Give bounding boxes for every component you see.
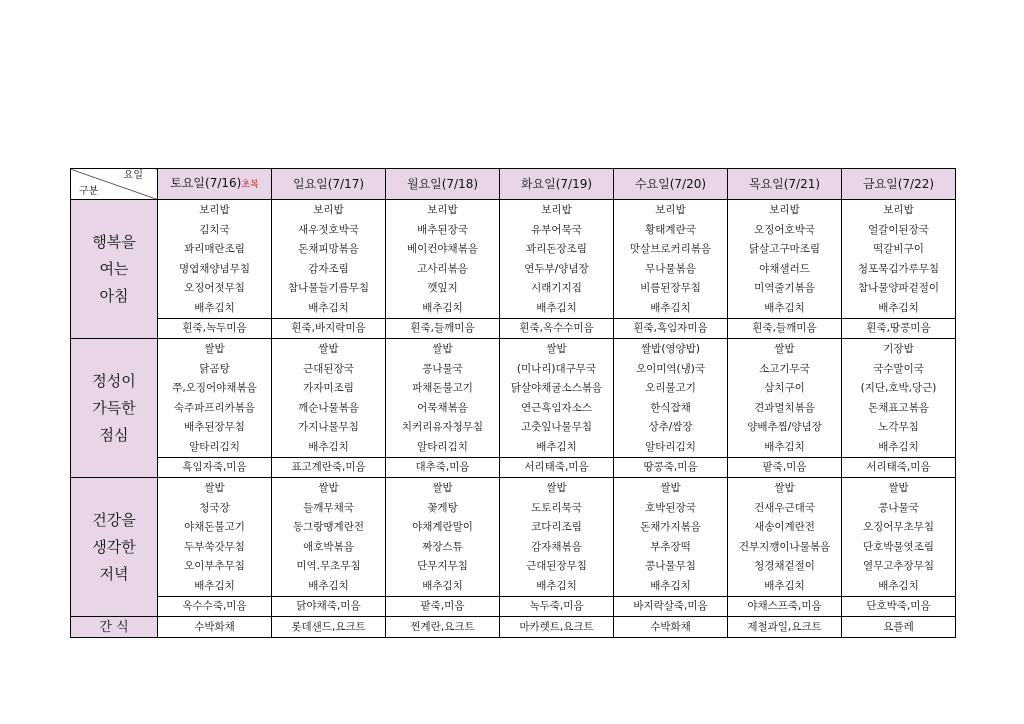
menu-item: 닭살야채굴소스볶음 [510,382,603,394]
porridge-cell: 녹두죽,미음 [500,597,614,617]
menu-item: 배추김치 [650,579,691,592]
menu-item: 콩나물무침 [645,560,696,572]
menu-item: 쌀밥 [318,343,339,355]
menu-item: 상추/쌈장 [648,421,693,433]
menu-item: 근대된장무침 [526,560,587,572]
snack-cell: 제철과일,요크트 [728,617,842,638]
meal-label-line: 가득한 [92,398,136,417]
menu-item: 보리밥 [883,204,914,216]
menu-item: 야채돈불고기 [184,521,245,533]
menu-item: 쌀밥 [204,482,225,494]
menu-item: 동그랑땡계란전 [292,521,364,533]
day-header [728,169,842,200]
porridge-cell: 흰죽,바지락미음 [272,319,386,339]
day-header [842,169,956,200]
menu-item: 배추김치 [308,579,349,592]
menu-item: 배추김치 [764,440,805,453]
menu-item: 시래기지짐 [531,282,582,294]
menu-cell [614,478,728,597]
meal-items-row [71,339,956,458]
menu-cell [500,478,614,597]
menu-item: 보리밥 [541,204,572,216]
menu-item: 호박된장국 [645,501,696,514]
porridge-cell: 팥죽,미음 [728,458,842,478]
menu-item: 애호박볶음 [303,540,354,553]
meal-label-line: 여는 [99,259,129,278]
snack-cell: 마카렛트,요크트 [500,617,614,638]
menu-item: 근대된장국 [303,362,354,375]
meal-label-line: 저녁 [99,564,129,583]
menu-item: 쌀밥 [204,343,225,355]
menu-item: 콩나물국 [878,501,919,514]
menu-item: 배추김치 [878,440,919,453]
menu-item: 알타리김치 [645,440,696,453]
porridge-cell: 서리태죽,미음 [500,458,614,478]
menu-body [71,200,956,638]
menu-item: 쌀밥 [888,482,909,494]
menu-item: 오징어젓무침 [184,282,245,294]
meal-label [71,339,158,478]
snack-cell: 찐계란,요크트 [386,617,500,638]
menu-cell [386,478,500,597]
header-row [71,169,956,200]
day-header [386,169,500,200]
menu-item: 숙주파프리카볶음 [173,401,256,414]
menu-item: 오이부추무침 [184,560,245,572]
menu-item: 쭈,오징어야채볶음 [172,382,257,394]
menu-item: 두부쑥갓무침 [184,540,245,553]
menu-cell [500,200,614,319]
menu-item: 참나물양파겉절이 [857,282,940,294]
menu-item: 짜장스튜 [422,540,463,553]
menu-item: 배추김치 [764,301,805,314]
menu-item: 배추된장국 [417,223,468,236]
menu-item: 닭살고구마조림 [748,243,820,255]
menu-item: 얼갈이된장국 [868,223,929,236]
day-header-label: 수요일(7/20) [634,176,707,191]
meal-label [71,200,158,339]
porridge-cell: 대추죽,미음 [386,458,500,478]
day-header-label: 토요일(7/16) [170,175,242,190]
meal-items-row [71,200,956,319]
menu-item: 쌀밥(영양밥) [641,343,700,355]
porridge-cell: 흰죽,녹두미음 [158,319,272,339]
menu-item: 유부어묵국 [531,223,582,236]
menu-item: 콩나물국 [422,362,463,375]
corner-category-label: 구분 [79,186,99,197]
porridge-cell: 야채스프죽,미음 [728,597,842,617]
menu-item: 가자미조림 [303,382,354,394]
menu-item: 미역줄기볶음 [754,282,815,294]
menu-cell [614,339,728,458]
meal-label-line: 행복을 [92,232,136,251]
day-header [272,169,386,200]
menu-item: 베이컨야채볶음 [406,243,478,255]
menu-item: 무나물볶음 [645,262,696,275]
menu-item: 배추김치 [764,579,805,592]
menu-item: 비름된장무침 [640,282,701,294]
menu-item: 야채계란말이 [412,521,473,533]
menu-item: 배추김치 [194,579,235,592]
menu-item: 배추김치 [878,579,919,592]
menu-item: 미역.무초무침 [296,560,361,572]
menu-item: 보리밥 [427,204,458,216]
porridge-cell: 바지락살죽,미음 [614,597,728,617]
menu-item: 꽃게탕 [427,501,458,514]
menu-cell [728,478,842,597]
menu-item: 청포묵김가루무침 [857,262,940,275]
menu-item: 김치국 [199,223,230,236]
corner-cell [71,169,158,200]
menu-item: 보리밥 [313,204,344,216]
meal-label [71,478,158,617]
porridge-cell: 흑임자죽,미음 [158,458,272,478]
meal-label-line: 건강을 [92,510,136,529]
menu-item: 양배추찜/양념장 [747,421,822,433]
menu-item: 배추김치 [536,301,577,314]
menu-item: 감자채볶음 [531,540,582,553]
menu-item: 새우젓호박국 [298,223,359,236]
meal-label-line: 점심 [99,425,129,444]
menu-item: 배추김치 [194,301,235,314]
day-header-label: 일요일(7/17) [292,176,365,191]
menu-item: 보리밥 [199,204,230,216]
day-header-label: 목요일(7/21) [748,176,821,191]
menu-item: 쌀밥 [546,343,567,355]
menu-item: 배추김치 [650,301,691,314]
menu-item: 돈채가지볶음 [640,521,701,533]
menu-item: (지단,호박,당근) [860,382,937,394]
porridge-cell: 흰죽,흑임자미음 [614,319,728,339]
menu-item: 기장밥 [883,343,914,355]
menu-item: 배추김치 [422,579,463,592]
menu-item: 보리밥 [655,204,686,216]
snack-cell: 수박화채 [158,617,272,638]
menu-item: 깨순나물볶음 [298,401,359,414]
porridge-cell: 팥죽,미음 [386,597,500,617]
menu-item: 고사리볶음 [417,262,468,275]
menu-item: (미나리)대구무국 [516,362,597,375]
snack-cell: 수박화채 [614,617,728,638]
porridge-row [71,597,956,617]
menu-item: 국수말이국 [873,362,924,375]
porridge-cell: 표고계란죽,미음 [272,458,386,478]
menu-cell [158,200,272,319]
menu-item: 배추김치 [308,301,349,314]
snack-cell: 요플레 [842,617,956,638]
menu-item: 알타리김치 [417,440,468,453]
menu-item: 소고기무국 [759,362,810,375]
menu-item: 쌀밥 [432,482,453,494]
menu-item: 배추김치 [536,579,577,592]
menu-item: 고춧잎나물무침 [520,421,592,433]
menu-item: 감자조림 [308,262,349,275]
menu-item: 배추김치 [422,301,463,314]
menu-item: 쌀밥 [660,482,681,494]
menu-item: 떡갈비구이 [873,243,924,255]
day-header [500,169,614,200]
menu-item: 오징어호박국 [754,223,815,236]
menu-item: 꽈리돈장조림 [526,243,587,255]
porridge-cell: 닭야채죽,미음 [272,597,386,617]
porridge-cell: 흰죽,들깨미음 [728,319,842,339]
menu-item: 노각무침 [878,421,919,433]
menu-item: 단무지무침 [417,560,468,572]
menu-item: 야채샐러드 [759,262,810,275]
menu-item: 청국장 [199,501,230,514]
menu-cell [842,200,956,319]
day-header-label: 금요일(7/22) [862,176,935,191]
menu-item: 건새우근대국 [754,501,815,514]
meal-label-line: 아침 [99,286,129,305]
menu-cell [158,339,272,458]
menu-item: 배추김치 [308,440,349,453]
menu-item: 오이미역(냉)국 [635,362,706,375]
menu-cell [272,478,386,597]
menu-item: 쌀밥 [432,343,453,355]
menu-item: 배추김치 [878,301,919,314]
menu-item: 가지나물무침 [298,421,359,433]
menu-item: 한식잡채 [650,401,691,414]
menu-item: 연두부/양념장 [524,262,589,275]
meal-label-line: 정성이 [92,371,136,390]
menu-item: 돈채피망볶음 [298,243,359,255]
menu-item: 명엽채양념무침 [178,262,250,275]
porridge-cell: 흰죽,들깨미음 [386,319,500,339]
menu-item: 보리밥 [769,204,800,216]
porridge-cell: 옥수수죽,미음 [158,597,272,617]
menu-item: 돈채표고볶음 [868,401,929,414]
menu-item: 코다리조림 [531,521,582,533]
porridge-cell: 땅콩죽,미음 [614,458,728,478]
day-header [614,169,728,200]
menu-item: 도토리묵국 [531,501,582,514]
menu-item: 오리불고기 [645,382,696,394]
menu-cell [500,339,614,458]
snack-label: 간 식 [71,617,158,638]
menu-item: 견과멸치볶음 [754,401,815,414]
menu-item: 오징어무초무침 [862,521,934,533]
menu-item: 들깨무채국 [303,501,354,514]
porridge-cell: 서리태죽,미음 [842,458,956,478]
menu-item: 쌀밥 [774,343,795,355]
menu-cell [842,339,956,458]
menu-item: 닭곰탕 [199,362,230,375]
menu-cell [842,478,956,597]
menu-item: 배추된장무침 [184,421,245,433]
menu-cell [158,478,272,597]
snack-cell: 롯데샌드,요크트 [272,617,386,638]
menu-item: 삼치구이 [764,382,805,394]
menu-item: 파채돈불고기 [412,382,473,394]
weekly-menu-table [70,168,956,638]
menu-item: 꽈리매란조림 [184,243,245,255]
menu-item: 부추장떡 [650,540,691,553]
menu-cell [386,339,500,458]
menu-item: 단호박물엿조림 [862,540,934,553]
porridge-cell: 흰죽,땅콩미음 [842,319,956,339]
menu-item: 참나물들기름무침 [287,282,370,294]
day-header-label: 화요일(7/19) [520,176,593,191]
menu-item: 배추김치 [536,440,577,453]
menu-item: 연근흑임자소스 [520,401,592,414]
menu-item: 쌀밥 [774,482,795,494]
menu-item: 열무고추장무침 [862,560,934,572]
menu-item: 황태계란국 [645,223,696,236]
menu-cell [386,200,500,319]
meal-label-line: 생각한 [92,537,136,556]
menu-item: 청경채겉절이 [754,560,815,572]
menu-cell [272,200,386,319]
menu-item: 건부지깽이나물볶음 [738,540,831,553]
day-header-label: 월요일(7/18) [406,176,479,191]
menu-item: 깻잎지 [427,282,458,294]
menu-cell [728,200,842,319]
snack-row [71,617,956,638]
porridge-row [71,458,956,478]
menu-item: 알타리김치 [189,440,240,453]
porridge-row [71,319,956,339]
menu-cell [272,339,386,458]
meal-items-row [71,478,956,597]
day-tag: 초복 [241,179,259,190]
menu-item: 새송이계란전 [754,521,815,533]
day-header [158,169,272,200]
menu-item: 어묵채볶음 [417,401,468,414]
menu-cell [728,339,842,458]
menu-item: 쌀밥 [546,482,567,494]
porridge-cell: 단호박죽,미음 [842,597,956,617]
menu-item: 맛살브로커리볶음 [629,243,712,255]
corner-day-label: 요일 [123,170,143,181]
porridge-cell: 흰죽,옥수수미음 [500,319,614,339]
menu-cell [614,200,728,319]
menu-item: 쌀밥 [318,482,339,494]
menu-item: 치커리유자청무침 [401,421,484,433]
